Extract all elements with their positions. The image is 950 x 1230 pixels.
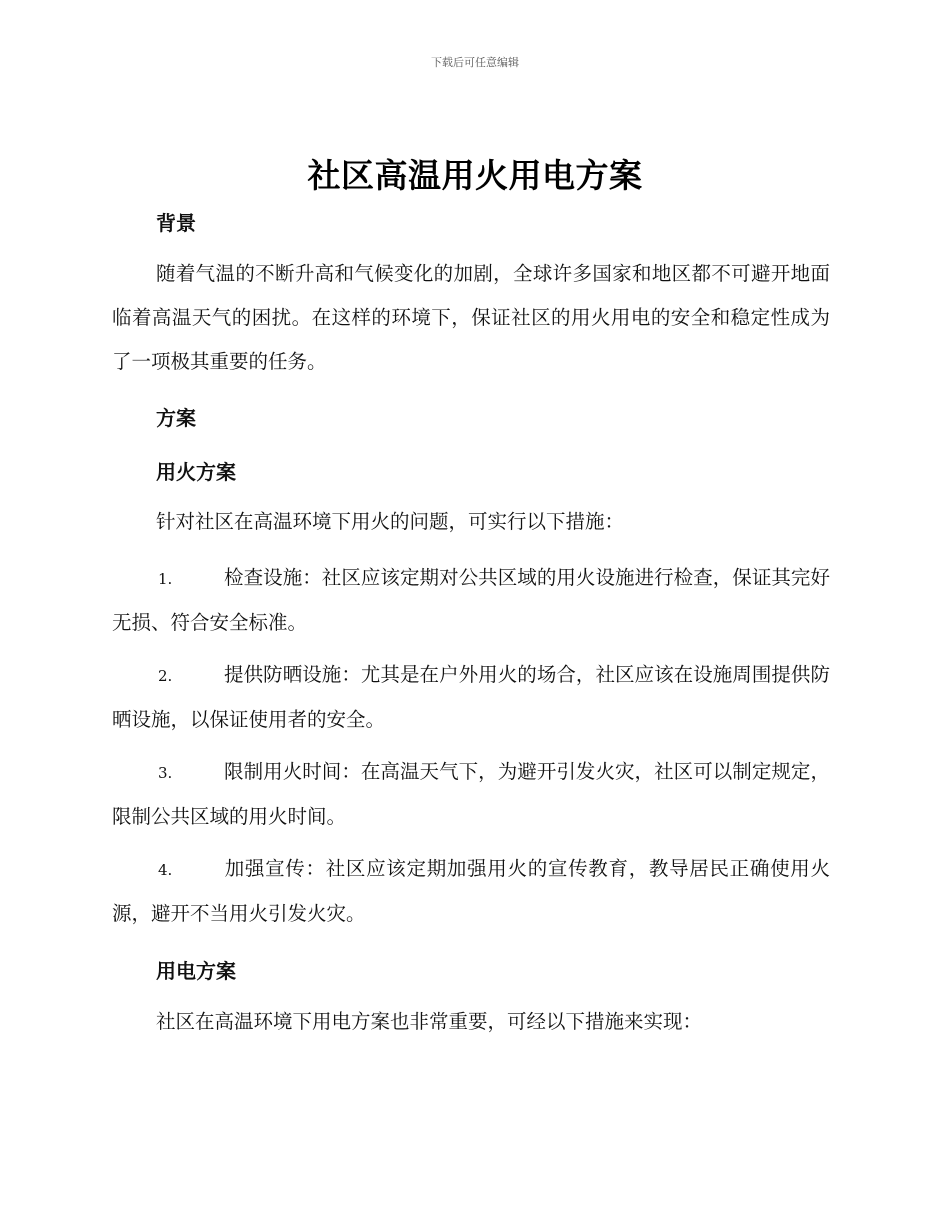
list-item-fire-1 <box>112 556 830 645</box>
list-number: 4. <box>158 861 173 879</box>
heading-background: 背景 <box>156 211 196 235</box>
list-item-fire-4 <box>112 847 830 936</box>
paragraph-electric-intro: 社区在高温环境下用电方案也非常重要，可经以下措施来实现： <box>156 1010 703 1033</box>
list-item-fire-2 <box>112 653 830 742</box>
list-text: 检查设施：社区应该定期对公共区域的用火设施进行检查，保证其完好无损、符合安全标准。 <box>112 566 830 634</box>
heading-electric-plan: 用电方案 <box>156 959 236 983</box>
paragraph-fire-intro: 针对社区在高温环境下用火的问题，可实行以下措施： <box>156 510 625 533</box>
heading-fire-plan: 用火方案 <box>156 460 236 484</box>
list-item-fire-3 <box>112 750 830 839</box>
list-text: 提供防晒设施：尤其是在户外用火的场合，社区应该在设施周围提供防晒设施，以保证使用者的安全。 <box>112 663 830 731</box>
list-text: 限制用火时间：在高温天气下，为避开引发火灾，社区可以制定规定，限制公共区域的用火时间。 <box>112 760 830 828</box>
paragraph-background: 随着气温的不断升高和气候变化的加剧，全球许多国家和地区都不可避开地面临着高温天气的困扰。在这样的环境下，保证社区的用火用电的安全和稳定性成为了一项极其重要的任务。 <box>112 262 830 373</box>
list-number: 3. <box>158 764 173 782</box>
list-text: 加强宣传：社区应该定期加强用火的宣传教育，教导居民正确使用火源，避开不当用火引发火灾。 <box>112 857 830 925</box>
heading-plan: 方案 <box>156 406 196 430</box>
list-number: 2. <box>158 667 173 685</box>
page-header: 下载后可任意编辑 <box>431 56 519 69</box>
list-number: 1. <box>158 570 173 588</box>
document-title: 社区高温用火用电方案 <box>307 156 643 195</box>
